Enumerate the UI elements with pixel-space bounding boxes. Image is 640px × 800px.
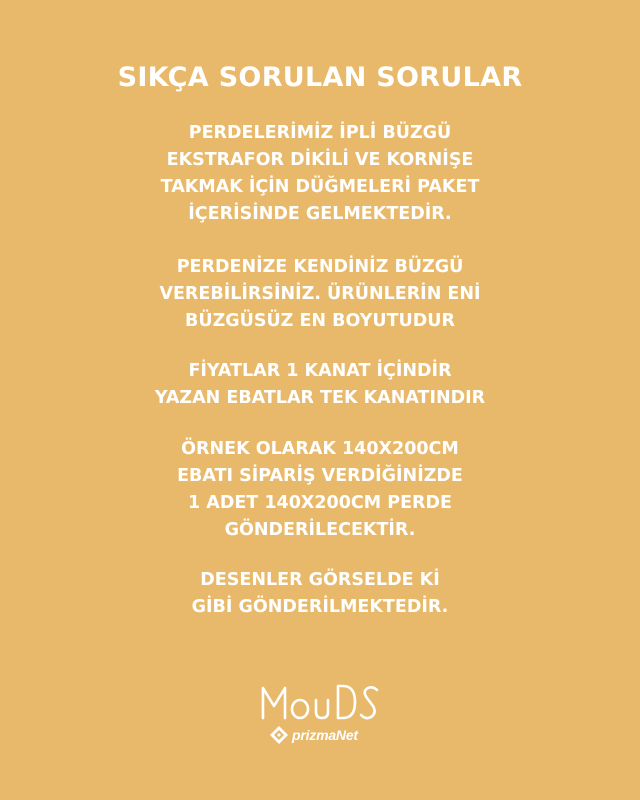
faq-item <box>0 567 640 621</box>
mouds-wordmark <box>255 682 385 722</box>
faq-line: PERDENİZE KENDİNİZ BÜZGÜ <box>176 257 464 277</box>
faq-item <box>0 120 640 228</box>
faq-line: FİYATLAR 1 KANAT İÇİNDİR <box>188 361 452 381</box>
faq-line: YAZAN EBATLAR TEK KANATINDIR <box>154 388 486 408</box>
faq-line: PERDELERİMİZ İPLİ BÜZGÜ <box>188 123 452 143</box>
faq-item <box>0 358 640 412</box>
faq-line: TAKMAK İÇİN DÜĞMELERİ PAKET <box>160 177 480 197</box>
sub-brand-label: prizmaNet <box>292 727 358 743</box>
faq-line: VEREBİLİRSİNİZ. ÜRÜNLERİN ENİ <box>159 284 481 304</box>
faq-line: GÖNDERİLECEKTİR. <box>224 520 416 540</box>
brand-logo <box>255 682 385 762</box>
faq-line: İÇERİSİNDE GELMEKTEDİR. <box>188 204 452 224</box>
faq-line: ÖRNEK OLARAK 140X200CM <box>181 439 459 459</box>
faq-line: EKSTRAFOR DİKİLİ VE KORNİŞE <box>166 150 474 170</box>
faq-line: GİBİ GÖNDERİLMEKTEDİR. <box>191 597 449 617</box>
faq-item <box>0 436 640 544</box>
faq-line: BÜZGÜSÜZ EN BOYUTUDUR <box>185 311 455 331</box>
faq-line: EBATI SİPARİŞ VERDİĞİNİZDE <box>177 466 463 486</box>
faq-item <box>0 254 640 335</box>
page-title: SIKÇA SORULAN SORULAR <box>117 62 523 93</box>
sub-brand <box>269 723 358 747</box>
prizma-diamond-icon <box>269 725 289 745</box>
faq-line: DESENLER GÖRSELDE Kİ <box>200 570 440 590</box>
faq-line: 1 ADET 140X200CM PERDE <box>188 493 452 513</box>
